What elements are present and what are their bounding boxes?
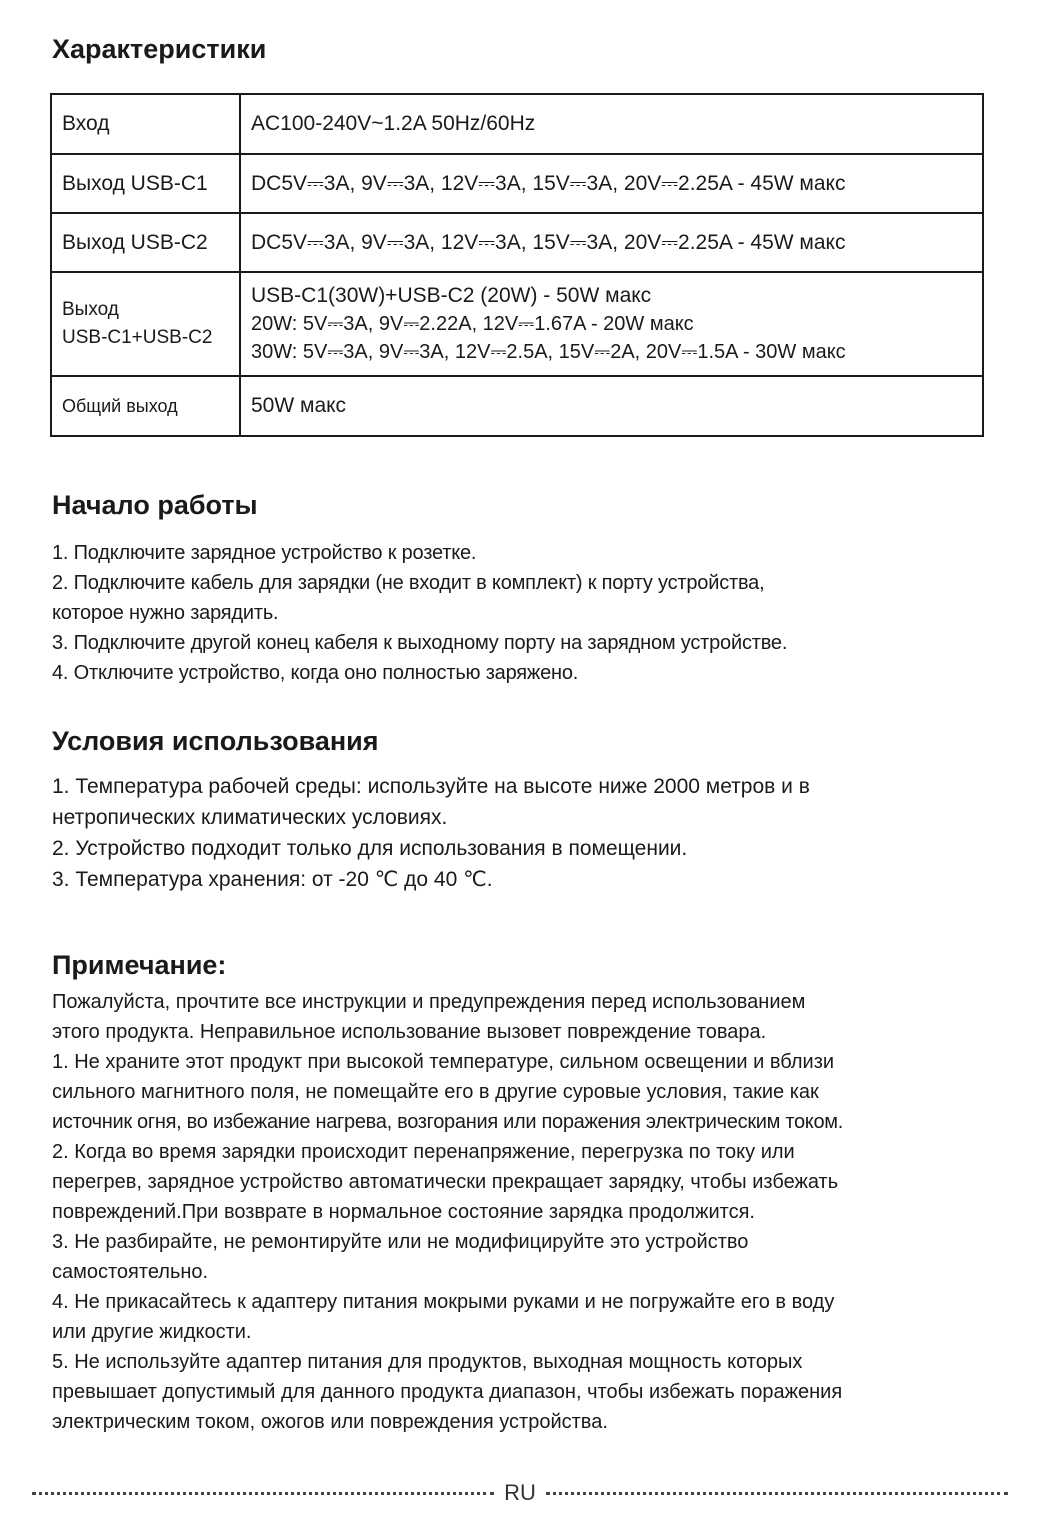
list-item: 3. Температура хранения: от -20 ℃ до 40 ℃. [52, 868, 493, 891]
spec-value: 50W макс [240, 376, 983, 436]
note-line: 1. Не храните этот продукт при высокой температуре, сильном освещении и вблизи [52, 1051, 835, 1073]
list-item: 3. Подключите другой конец кабеля к выходному порту на зарядном устройстве. [52, 632, 788, 654]
footer-dotted-rule-left [32, 1492, 494, 1495]
spec-value-line: 20W: 5V⎓3A, 9V⎓2.22A, 12V⎓1.67A - 20W макс [251, 313, 694, 335]
note-line: электрическим током, ожогов или повреждения устройства. [52, 1411, 608, 1433]
spec-value-line: 30W: 5V⎓3A, 9V⎓3A, 12V⎓2.5A, 15V⎓2A, 20V⎓1.5A - 30W макс [251, 341, 846, 363]
conditions-list [52, 771, 1012, 895]
note-line: сильного магнитного поля, не помещайте его в другие суровые условия, такие как [52, 1081, 819, 1103]
page-footer [32, 1478, 1008, 1508]
list-item: 1. Температура рабочей среды: используйте на высоте ниже 2000 метров и в [52, 775, 810, 798]
spec-value: DC5V⎓3A, 9V⎓3A, 12V⎓3A, 15V⎓3A, 20V⎓2.25A - 45W макс [240, 154, 983, 213]
spec-heading: Характеристики [52, 34, 267, 64]
list-item: 2. Устройство подходит только для использования в помещении. [52, 837, 688, 860]
spec-table [50, 93, 984, 437]
list-item: 2. Подключите кабель для зарядки (не входит в комплект) к порту устройства, [52, 572, 765, 594]
spec-value [240, 272, 983, 376]
list-item: которое нужно зарядить. [52, 602, 279, 624]
spec-label-line: USB-C1+USB-C2 [62, 327, 213, 348]
start-heading: Начало работы [52, 490, 258, 520]
list-item: нетропических климатических условиях. [52, 806, 448, 829]
spec-row-input [51, 94, 983, 154]
spec-row-total [51, 376, 983, 436]
note-line: 2. Когда во время зарядки происходит перенапряжение, перегрузка по току или [52, 1141, 795, 1163]
spec-label-line: Выход [62, 299, 119, 320]
spec-row-usb-c1 [51, 154, 983, 213]
spec-row-combined [51, 272, 983, 376]
note-line: перегрев, зарядное устройство автоматически прекращает зарядку, чтобы избежать [52, 1171, 839, 1193]
note-line: этого продукта. Неправильное использование вызовет повреждение товара. [52, 1021, 767, 1043]
spec-value: DC5V⎓3A, 9V⎓3A, 12V⎓3A, 15V⎓3A, 20V⎓2.25A - 45W макс [240, 213, 983, 272]
spec-value: AC100-240V~1.2A 50Hz/60Hz [240, 94, 983, 154]
spec-value-line: USB-C1(30W)+USB-C2 (20W) - 50W макс [251, 284, 652, 307]
note-heading: Примечание: [52, 950, 227, 980]
spec-label [51, 272, 240, 376]
note-body [52, 987, 1020, 1437]
list-item: 1. Подключите зарядное устройство к розетке. [52, 542, 477, 564]
footer-dotted-rule-right [546, 1492, 1008, 1495]
note-line: или другие жидкости. [52, 1321, 252, 1343]
note-line: 4. Не прикасайтесь к адаптеру питания мокрыми руками и не погружайте его в воду [52, 1291, 835, 1313]
note-line: превышает допустимый для данного продукта диапазон, чтобы избежать поражения [52, 1381, 843, 1403]
note-line: Пожалуйста, прочтите все инструкции и предупреждения перед использованием [52, 991, 806, 1013]
language-label: RU [504, 1480, 536, 1505]
note-line: 5. Не используйте адаптер питания для продуктов, выходная мощность которых [52, 1351, 803, 1373]
spec-label: Выход USB-C2 [51, 213, 240, 272]
spec-label: Общий выход [51, 376, 240, 436]
note-line: 3. Не разбирайте, не ремонтируйте или не модифицируйте это устройство [52, 1231, 749, 1253]
start-steps [52, 538, 1012, 688]
spec-row-usb-c2 [51, 213, 983, 272]
spec-label: Выход USB-C1 [51, 154, 240, 213]
conditions-heading: Условия использования [52, 726, 379, 756]
note-line: повреждений.При возврате в нормальное состояние зарядка продолжится. [52, 1201, 755, 1223]
note-line: источник огня, во избежание нагрева, возгорания или поражения электрическим током. [52, 1111, 844, 1133]
spec-label: Вход [51, 94, 240, 154]
note-line: самостоятельно. [52, 1261, 209, 1283]
list-item: 4. Отключите устройство, когда оно полностью заряжено. [52, 662, 579, 684]
